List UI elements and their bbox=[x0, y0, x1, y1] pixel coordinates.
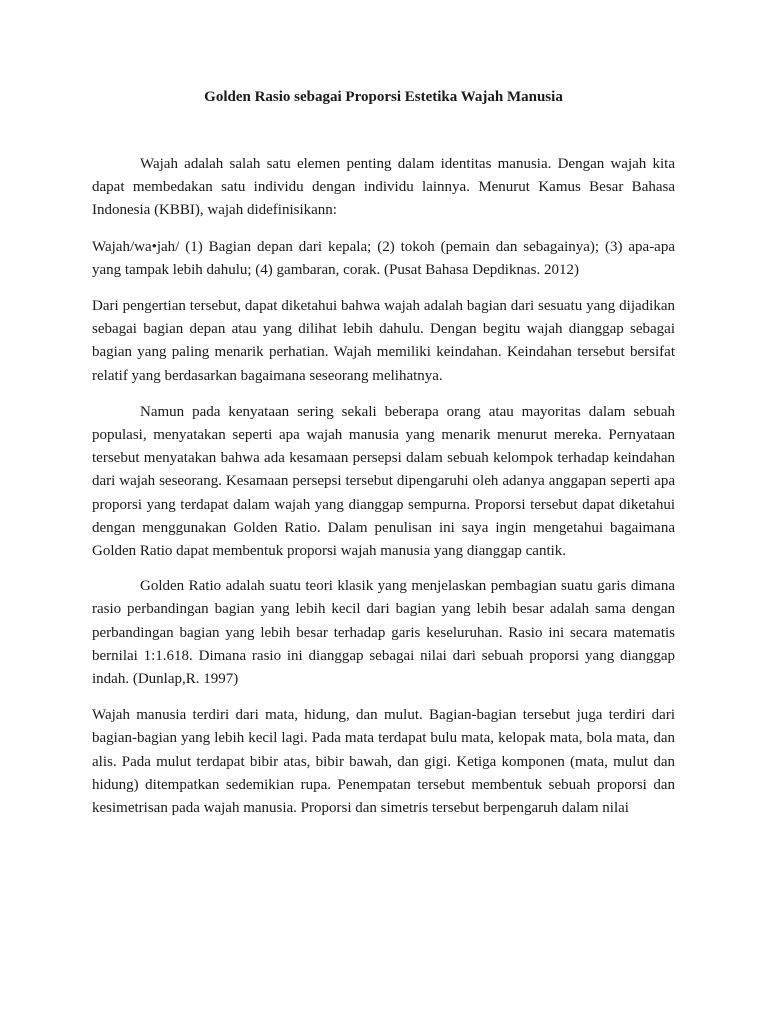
paragraph-face-components: Wajah manusia terdiri dari mata, hidung, dan mulut. Bagian-bagian tersebut juga terdiri dari bagian-bagian yang lebih kecil lagi. Pada mata terdapat bulu mata, kelopak mata, bola mata, dan alis. Pada mulut terdapat bibir atas, bibir bawah, dan gigi. Ketiga komponen (mata, mulut dan hidung) ditempatkan sedemikian rupa. Penempatan tersebut membentuk sebuah proporsi dan kesimetrisan pada wajah manusia. Proporsi dan simetris tersebut berpengaruh dalam nilai bbox=[92, 707, 675, 817]
paragraph-perception: Namun pada kenyataan sering sekali beberapa orang atau mayoritas dalam sebuah populasi, menyatakan seperti apa wajah manusia yang menarik menurut mereka. Pernyataan tersebut menyatakan bahwa ada kesamaan persepsi dalam sebuah kelompok terhadap keindahan dari wajah seseorang. Kesamaan persepsi tersebut dipengaruhi oleh adanya anggapan seperti apa proporsi yang terdapat dalam wajah yang dianggap sempurna. Proporsi tersebut dapat diketahui dengan menggunakan Golden Ratio. Dalam penulisan ini saya ingin mengetahui bagaimana Golden Ratio dapat membentuk proporsi wajah manusia yang dianggap cantik. bbox=[92, 403, 675, 560]
paragraph-golden-ratio: Golden Ratio adalah suatu teori klasik yang menjelaskan pembagian suatu garis dimana rasio perbandingan bagian yang lebih kecil dari bagian yang lebih besar adalah sama dengan perbandingan bagian yang lebih besar terhadap garis keseluruhan. Rasio ini secara matematis bernilai 1:1.618. Dimana rasio ini dianggap sebagai nilai dari sebuah proporsi yang dianggap indah. (Dunlap,R. 1997) bbox=[92, 578, 675, 688]
document-title: Golden Rasio sebagai Proporsi Estetika Wajah Manusia bbox=[204, 89, 563, 105]
paragraph-intro: Wajah adalah salah satu elemen penting dalam identitas manusia. Dengan wajah kita dapat membedakan satu individu dengan individu lainnya. Menurut Kamus Besar Bahasa Indonesia (KBBI), wajah didefinisikann: bbox=[92, 156, 675, 219]
paragraph-definition-explanation: Dari pengertian tersebut, dapat diketahui bahwa wajah adalah bagian dari sesuatu yang dijadikan sebagai bagian depan atau yang dilihat lebih dahulu. Dengan begitu wajah dianggap sebagai bagian yang paling menarik perhatian. Wajah memiliki keindahan. Keindahan tersebut bersifat relatif yang berdasarkan bagaimana seseorang melihatnya. bbox=[92, 298, 675, 384]
paragraph-kbbi-definition: Wajah/wa•jah/ (1) Bagian depan dari kepala; (2) tokoh (pemain dan sebagainya); (3) apa-apa yang tampak lebih dahulu; (4) gambaran, corak. (Pusat Bahasa Depdiknas. 2012) bbox=[92, 238, 675, 278]
document-page bbox=[92, 0, 675, 1024]
